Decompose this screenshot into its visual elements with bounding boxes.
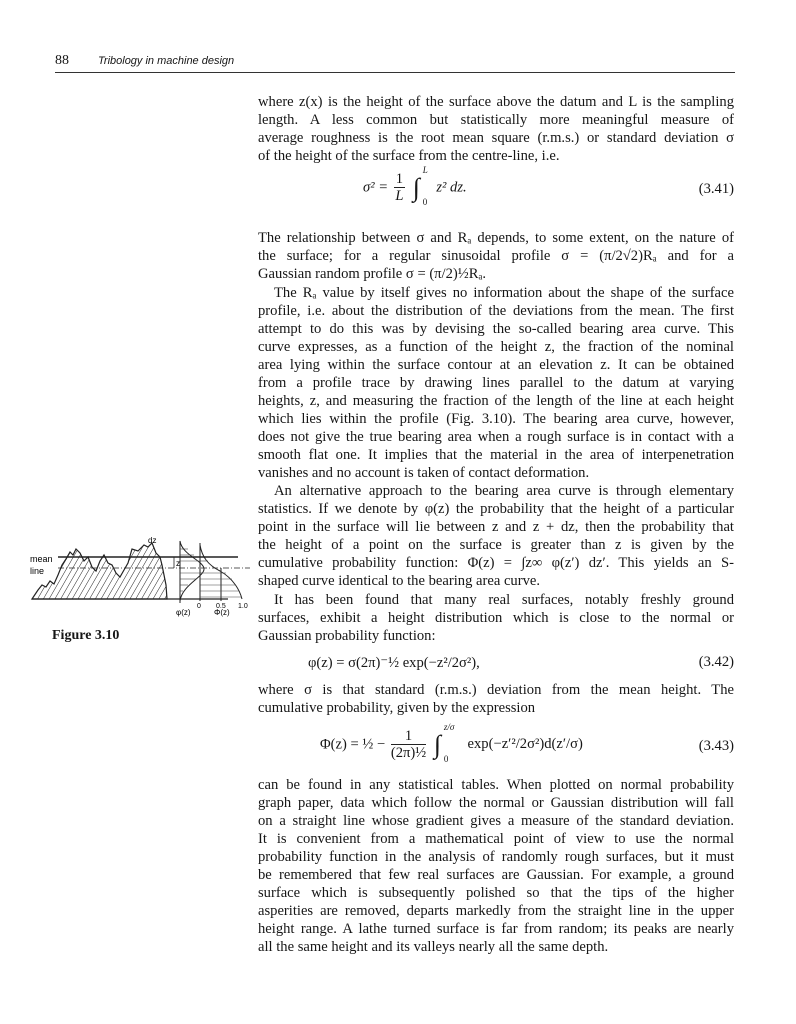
equation-3-41	[258, 165, 734, 208]
text-line: graph paper, data which follow the normal or Gaussian distribution will fall	[258, 795, 734, 811]
text-line: An alternative approach to the bearing area curve is through elementary	[274, 483, 734, 499]
paragraph-7	[258, 776, 734, 956]
text-line: Gaussian random profile σ = (π/2)½Rₐ.	[258, 266, 487, 282]
text-line: length. A less common but statistically more meaningful measure of	[258, 112, 734, 128]
text-line: which lies within the profile (Fig. 3.10). The bearing area curve, however,	[258, 411, 734, 427]
text-line: from a profile trace by drawing lines parallel to the datum at varying	[258, 375, 734, 391]
text-line: all the same height and its valleys nearly all the same depth.	[258, 939, 609, 955]
text-line: The relationship between σ and Rₐ depends, to some extent, on the nature of	[258, 230, 734, 246]
equation-number: (3.42)	[698, 654, 734, 670]
text-line: the surface; for a regular sinusoidal profile σ = (π/2√2)Rₐ and for a	[258, 248, 734, 264]
eq-denominator: L	[395, 188, 404, 204]
integral-lower: 0	[422, 197, 428, 207]
equation-number: (3.41)	[698, 181, 734, 197]
paragraph-5	[258, 591, 734, 645]
eq-numerator: 1	[395, 171, 404, 187]
text-line: where σ is that standard (r.m.s.) deviation from the mean height. The	[258, 682, 734, 698]
paragraph-1	[258, 93, 734, 165]
label-dz: dz	[148, 536, 157, 545]
paragraph-3	[258, 284, 734, 482]
text-line: It is convenient from a mathematical point of view to use the normal	[258, 831, 734, 847]
text-line: smooth flat one. It implies that the material in the area of interpenetration	[258, 447, 734, 463]
page-number: 88	[55, 53, 69, 68]
equation-number: (3.43)	[698, 738, 734, 754]
text-line: shaped curve identical to the bearing area curve.	[258, 573, 541, 589]
text-line: probability function in the analysis of randomly rough surfaces, but it must	[258, 849, 734, 865]
cumulative-distribution	[200, 543, 242, 601]
paragraph-2	[258, 229, 734, 283]
integral-sign: ∫ L 0	[412, 165, 428, 207]
text-line: be remembered that few real surfaces are Gaussian. For example, a ground	[258, 867, 734, 883]
text-line: It has been found that many real surfaces, notably freshly ground	[274, 592, 734, 608]
text-line: height range. A lathe turned surface is far from random; its peaks are nearly	[258, 921, 734, 937]
paragraph-6	[258, 681, 734, 717]
figure-3-10	[28, 535, 258, 630]
header-rule	[55, 72, 735, 73]
integral-upper: L	[422, 165, 428, 175]
text-line: where z(x) is the height of the surface above the datum and L is the sampling	[258, 94, 734, 110]
eq-fraction	[394, 172, 405, 204]
integral-sign: ∫ z/σ 0	[433, 722, 455, 764]
text-line: vanishes and no account is taken of contact deformation.	[258, 465, 590, 481]
surface-profile	[32, 543, 228, 599]
text-line: the height of a point on the surface is greater than z is given by the	[258, 537, 734, 553]
eq-integrand: exp(−z′²/2σ²)d(z′/σ)	[467, 736, 583, 753]
running-title: Tribology in machine design	[98, 55, 235, 67]
label-mean: mean	[30, 554, 53, 564]
text-line: on a straight line whose gradient gives a measure of the standard deviation.	[258, 813, 734, 829]
integral-upper: z/σ	[443, 722, 455, 732]
label-phi: φ(z)	[176, 608, 191, 617]
text-line: cumulative probability, given by the expression	[258, 700, 536, 716]
text-line: heights, z, and measuring the fraction of the length of the line at each height	[258, 393, 734, 409]
text-line: can be found in any statistical tables. When plotted on normal probability	[258, 777, 734, 793]
text-line: does not give the true bearing area when a rough surface is in contact with a	[258, 429, 734, 445]
text-line: point in the surface will lie between z and z + dz, then the probability that	[258, 519, 734, 535]
text-line: area lying within the surface contour at an elevation z. It can be obtained	[258, 357, 734, 373]
text-line: surface which is subsequently polished so that the tips of the higher	[258, 885, 734, 901]
text-line: asperities are removed, departs markedly from the straight line in the upper	[258, 903, 734, 919]
label-z: z	[176, 559, 180, 568]
eq-body: φ(z) = σ(2π)⁻½ exp(−z²/2σ²),	[308, 655, 480, 671]
tick-0-5: 0.5	[216, 603, 226, 610]
text-line: profile, i.e. about the distribution of the deviations from the mean. The first	[258, 303, 734, 319]
eq-numerator: 1	[391, 729, 426, 745]
text-line: cumulative probability function: Φ(z) = ∫z∞ φ(z′) dz′. This yields an S-	[258, 555, 734, 571]
label-line: line	[30, 566, 45, 576]
eq-fraction	[391, 729, 426, 761]
distribution-hatching	[180, 549, 241, 597]
text-line: of the height of the surface from the centre-line, i.e.	[258, 148, 560, 164]
tick-0: 0	[197, 603, 201, 610]
text-line: surfaces, exhibit a height distribution which is close to the normal or	[258, 610, 734, 626]
text-line: attempt to do this was by devising the so-called bearing area curve. This	[258, 321, 734, 337]
eq-lhs: Φ(z) = ½ −	[320, 736, 386, 753]
figure-caption: Figure 3.10	[52, 628, 120, 643]
text-line: statistics. If we denote by φ(z) the probability that the height of a particular	[258, 501, 734, 517]
tick-1-0: 1.0	[238, 603, 248, 610]
eq-lhs: σ² =	[363, 179, 389, 196]
text-line: The Rₐ value by itself gives no information about the shape of the surface	[274, 285, 734, 301]
integral-lower: 0	[443, 754, 449, 764]
text-line: average roughness is the root mean square (r.m.s.) or standard deviation σ	[258, 130, 734, 146]
eq-denominator: (2π)½	[390, 745, 427, 761]
equation-3-43	[258, 722, 734, 765]
paragraph-4	[258, 482, 734, 590]
text-line: Gaussian probability function:	[258, 628, 436, 644]
eq-integrand: z² dz.	[436, 179, 467, 196]
text-line: curve expresses, as a function of the height z, the fraction of the nominal	[258, 339, 734, 355]
label-cumulative-phi: Φ(z)	[214, 608, 230, 617]
equation-3-42	[258, 645, 734, 681]
